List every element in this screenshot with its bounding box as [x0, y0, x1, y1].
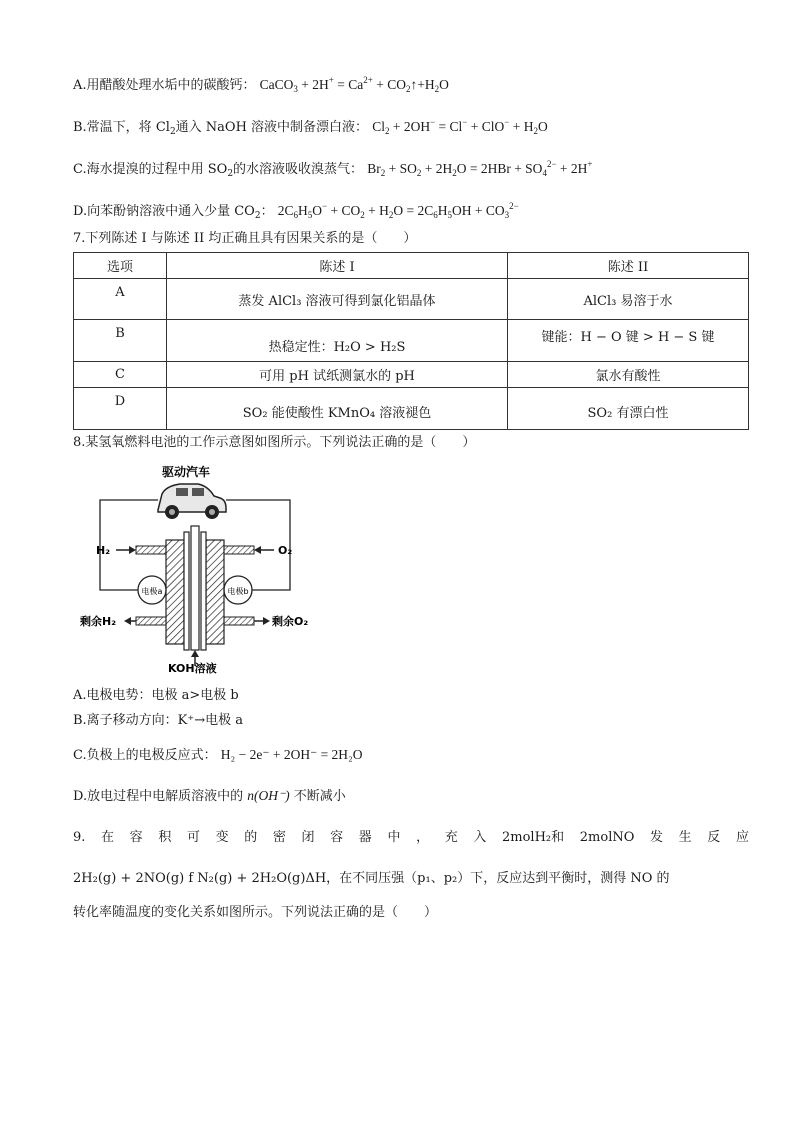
q7-stem: 7.下列陈述 I 与陈述 II 均正确且具有因果关系的是（ ）: [73, 231, 417, 246]
q9-line1-token: 入: [473, 830, 487, 845]
equation-segment: 2: [434, 84, 440, 94]
q9-line1-token: 容: [330, 830, 344, 845]
q9-line1-token: 发: [650, 830, 664, 845]
q6-option-c: C.海水提溴的过程中用 $SO_2$的水溶液吸收溴蒸气： $Br_2 + SO_2 + 2H_2O = 2HBr + SO_4^{2-} + 2H^+$: [73, 159, 593, 179]
q7-row-b-s1: 热稳定性：H₂O > H₂S: [167, 320, 508, 362]
equation-segment: ↑: [410, 77, 418, 92]
q7-row-b-s2: 键能：H − O 键 > H − S 键: [508, 320, 749, 362]
q9-line1-token: 积: [158, 830, 172, 845]
equation-segment: 2: [452, 168, 457, 178]
q9-line1-token: 反: [707, 830, 721, 845]
q6-d-prefix: D.向苯酚钠溶液中通入少量 CO: [73, 204, 255, 219]
o2-in-arrow: [254, 546, 261, 554]
o2-in-label: O₂: [278, 544, 293, 557]
equation-segment: 2−: [546, 159, 557, 169]
equation-segment: O = 2C: [393, 203, 434, 218]
q9-line1-token: 在: [101, 830, 115, 845]
q6-option-d: D.向苯酚钠溶液中通入少量 $CO_2$： $2C_6H_5O^- + CO_2 + H_2O = 2C_6H_5OH + CO_3^{2-}$: [73, 201, 519, 221]
h2-out-arrow: [124, 617, 131, 625]
equation-segment: + CO: [327, 203, 361, 218]
q9-line1-token: 2molNO: [579, 830, 635, 845]
equation-segment: +: [587, 159, 593, 169]
equation-segment: + H: [509, 119, 534, 134]
q9-line1-token: 应: [735, 830, 749, 845]
q6-c-prefix: C.海水提溴的过程中用 SO: [73, 162, 228, 177]
equation-segment: 2: [416, 168, 422, 178]
q8-option-c: [73, 745, 363, 766]
equation-segment: 2C: [277, 203, 294, 218]
equation-segment: + 2H: [297, 77, 329, 92]
koh-in-arrow: [191, 650, 199, 657]
q7-table: [73, 252, 749, 430]
electrode-b-block: [206, 540, 224, 644]
equation-segment: 2: [405, 84, 411, 94]
equation-segment: −: [322, 201, 328, 211]
equation-segment: H: [437, 203, 448, 218]
q6-option-b: B.常温下，将 $Cl_2$通入 NaOH 溶液中制备漂白液： $Cl_2 + 2OH^- = Cl^- + ClO^- + H_2O$: [73, 117, 548, 137]
q7-row-d-opt: D: [74, 388, 167, 430]
equation-segment: + ClO: [467, 119, 505, 134]
q6-a-equation: [260, 77, 449, 92]
fuel-cell-svg: [80, 462, 310, 674]
equation-segment: +: [328, 75, 334, 85]
equation-segment: 2+: [363, 75, 373, 85]
q9-line1-token: 9.: [73, 830, 86, 845]
equation-segment: = Ca: [333, 77, 364, 92]
q7-header-s1: 陈述 I: [167, 253, 508, 279]
q7-header-option: 选项: [74, 253, 167, 279]
q9-line1-token: ，: [416, 830, 430, 845]
q7-row-d-s2: SO₂ 有漂白性: [508, 388, 749, 430]
q9-line1-token: 充: [444, 830, 458, 845]
equation-segment: + 2H: [556, 161, 588, 176]
q7-row-c: [74, 362, 749, 388]
q8-d-expr: n(OH⁻): [247, 788, 290, 803]
equation-segment: Br: [367, 161, 381, 176]
car-icon: [158, 484, 226, 519]
q7-header-s2: 陈述 II: [508, 253, 749, 279]
electrode-b-label: 电极b: [227, 587, 249, 596]
q6-c-mid: 的水溶液吸收溴蒸气：: [233, 162, 364, 177]
q6-option-a: [73, 70, 449, 99]
q9-line1-token: 器: [358, 830, 372, 845]
equation-segment: 2: [533, 126, 538, 136]
q9-line1-token: 闭: [301, 830, 315, 845]
q9-line1-token: 中: [387, 830, 401, 845]
q9-line1-token: 容: [129, 830, 143, 845]
q9-line1-token: 变: [215, 830, 229, 845]
q8-d-suffix: 不断减小: [289, 789, 346, 804]
equation-segment: = Cl: [435, 119, 463, 134]
equation-segment: O: [537, 119, 548, 134]
q8-option-d: [73, 786, 346, 807]
q8-c-equation: H₂ − 2e⁻ + 2OH⁻ = 2H₂O: [220, 747, 363, 762]
q6-c-equation: [367, 161, 592, 176]
q6-b-equation: [372, 119, 548, 134]
h2-out-label: 剩余H₂: [80, 615, 117, 628]
equation-segment: 2: [388, 210, 394, 220]
q7-row-c-opt: C: [74, 362, 167, 388]
electrode-a-block: [166, 540, 184, 644]
electrolyte-membrane: [191, 526, 199, 650]
q9-line1: [73, 828, 749, 848]
equation-segment: O: [312, 203, 322, 218]
q7-row-d: [74, 388, 749, 430]
equation-segment: 3: [504, 210, 510, 220]
equation-segment: + CO: [372, 77, 406, 92]
electrode-a-label: 电极a: [141, 587, 163, 596]
equation-segment: 5: [307, 210, 313, 220]
equation-segment: −: [462, 117, 468, 127]
fuel-cell-diagram: [80, 462, 310, 674]
equation-segment: O: [439, 77, 449, 92]
q7-row-a-s2: AlCl₃ 易溶于水: [508, 279, 749, 320]
q9-line1-token: 的: [244, 830, 258, 845]
q7-row-a: [74, 279, 749, 320]
q8-option-b: B.离子移动方向：K⁺→电极 a: [73, 713, 244, 728]
equation-segment: O = 2HBr + SO: [456, 161, 543, 176]
o2-out-label: 剩余O₂: [272, 615, 309, 628]
q7-row-c-s2: 氯水有酸性: [508, 362, 749, 388]
equation-segment: H: [298, 203, 308, 218]
q9-line1-token: 2molH₂和: [502, 830, 565, 845]
q9-line1-token: 密: [272, 830, 286, 845]
q7-row-b: [74, 320, 749, 362]
equation-segment: 5: [447, 210, 452, 220]
equation-segment: 6: [433, 210, 438, 220]
equation-segment: 2: [360, 210, 365, 220]
q7-row-a-opt: A: [74, 279, 167, 320]
equation-segment: −: [504, 117, 510, 127]
equation-segment: + SO: [385, 161, 417, 176]
equation-segment: + 2H: [421, 161, 453, 176]
q6-d-mid: ：: [260, 204, 274, 219]
q6-b-prefix: B.常温下，将 Cl: [73, 120, 170, 135]
equation-segment: −: [430, 117, 436, 127]
q8-c-prefix: C.负极上的电极反应式：: [73, 748, 217, 763]
equation-segment: 3: [293, 84, 298, 94]
q6-b-mid: 通入 NaOH 溶液中制备漂白液：: [175, 120, 369, 135]
equation-segment: 2: [384, 126, 390, 136]
q7-header-row: [74, 253, 749, 279]
q9-line2: 2H₂(g) + 2NO(g) f N₂(g) + 2H₂O(g)ΔH，在不同压强（p₁、p₂）下，反应达到平衡时，测得 NO 的: [73, 871, 670, 886]
equation-segment: Cl: [372, 119, 385, 134]
q9-line1-token: 生: [678, 830, 692, 845]
equation-segment: CaCO: [259, 77, 294, 92]
q7-row-c-s1: 可用 pH 试纸测氯水的 pH: [167, 362, 508, 388]
equation-segment: + H: [364, 203, 389, 218]
equation-segment: +H: [417, 77, 435, 92]
equation-segment: 2−: [509, 201, 519, 211]
q7-row-d-s1: SO₂ 能使酸性 KMnO₄ 溶液褪色: [167, 388, 508, 430]
q8-option-a: A.电极电势：电极 a>电极 b: [73, 688, 239, 703]
equation-segment: 6: [293, 210, 298, 220]
car-label: 驱动汽车: [162, 465, 211, 479]
o2-out-arrow: [263, 617, 270, 625]
equation-segment: OH + CO: [451, 203, 505, 218]
equation-segment: 2: [380, 168, 386, 178]
q6-d-equation: [278, 203, 519, 218]
q7-row-b-opt: B: [74, 320, 167, 362]
q9-line1-token: 可: [186, 830, 200, 845]
q6-a-prefix: A.用醋酸处理水垢中的碳酸钙：: [73, 78, 256, 93]
q8-d-prefix: D.放电过程中电解质溶液中的: [73, 789, 248, 804]
q8-stem: 8.某氢氧燃料电池的工作示意图如图所示。下列说法正确的是（ ）: [73, 435, 476, 450]
q7-row-a-s1: 蒸发 AlCl₃ 溶液可得到氯化铝晶体: [167, 279, 508, 320]
equation-segment: + 2OH: [389, 119, 431, 134]
h2-in-label: H₂: [96, 544, 111, 557]
q9-line3: 转化率随温度的变化关系如图所示。下列说法正确的是（ ）: [73, 905, 438, 920]
equation-segment: 4: [542, 168, 547, 178]
h2-in-arrow: [129, 546, 136, 554]
electrolyte-label: KOH溶液: [168, 662, 217, 674]
